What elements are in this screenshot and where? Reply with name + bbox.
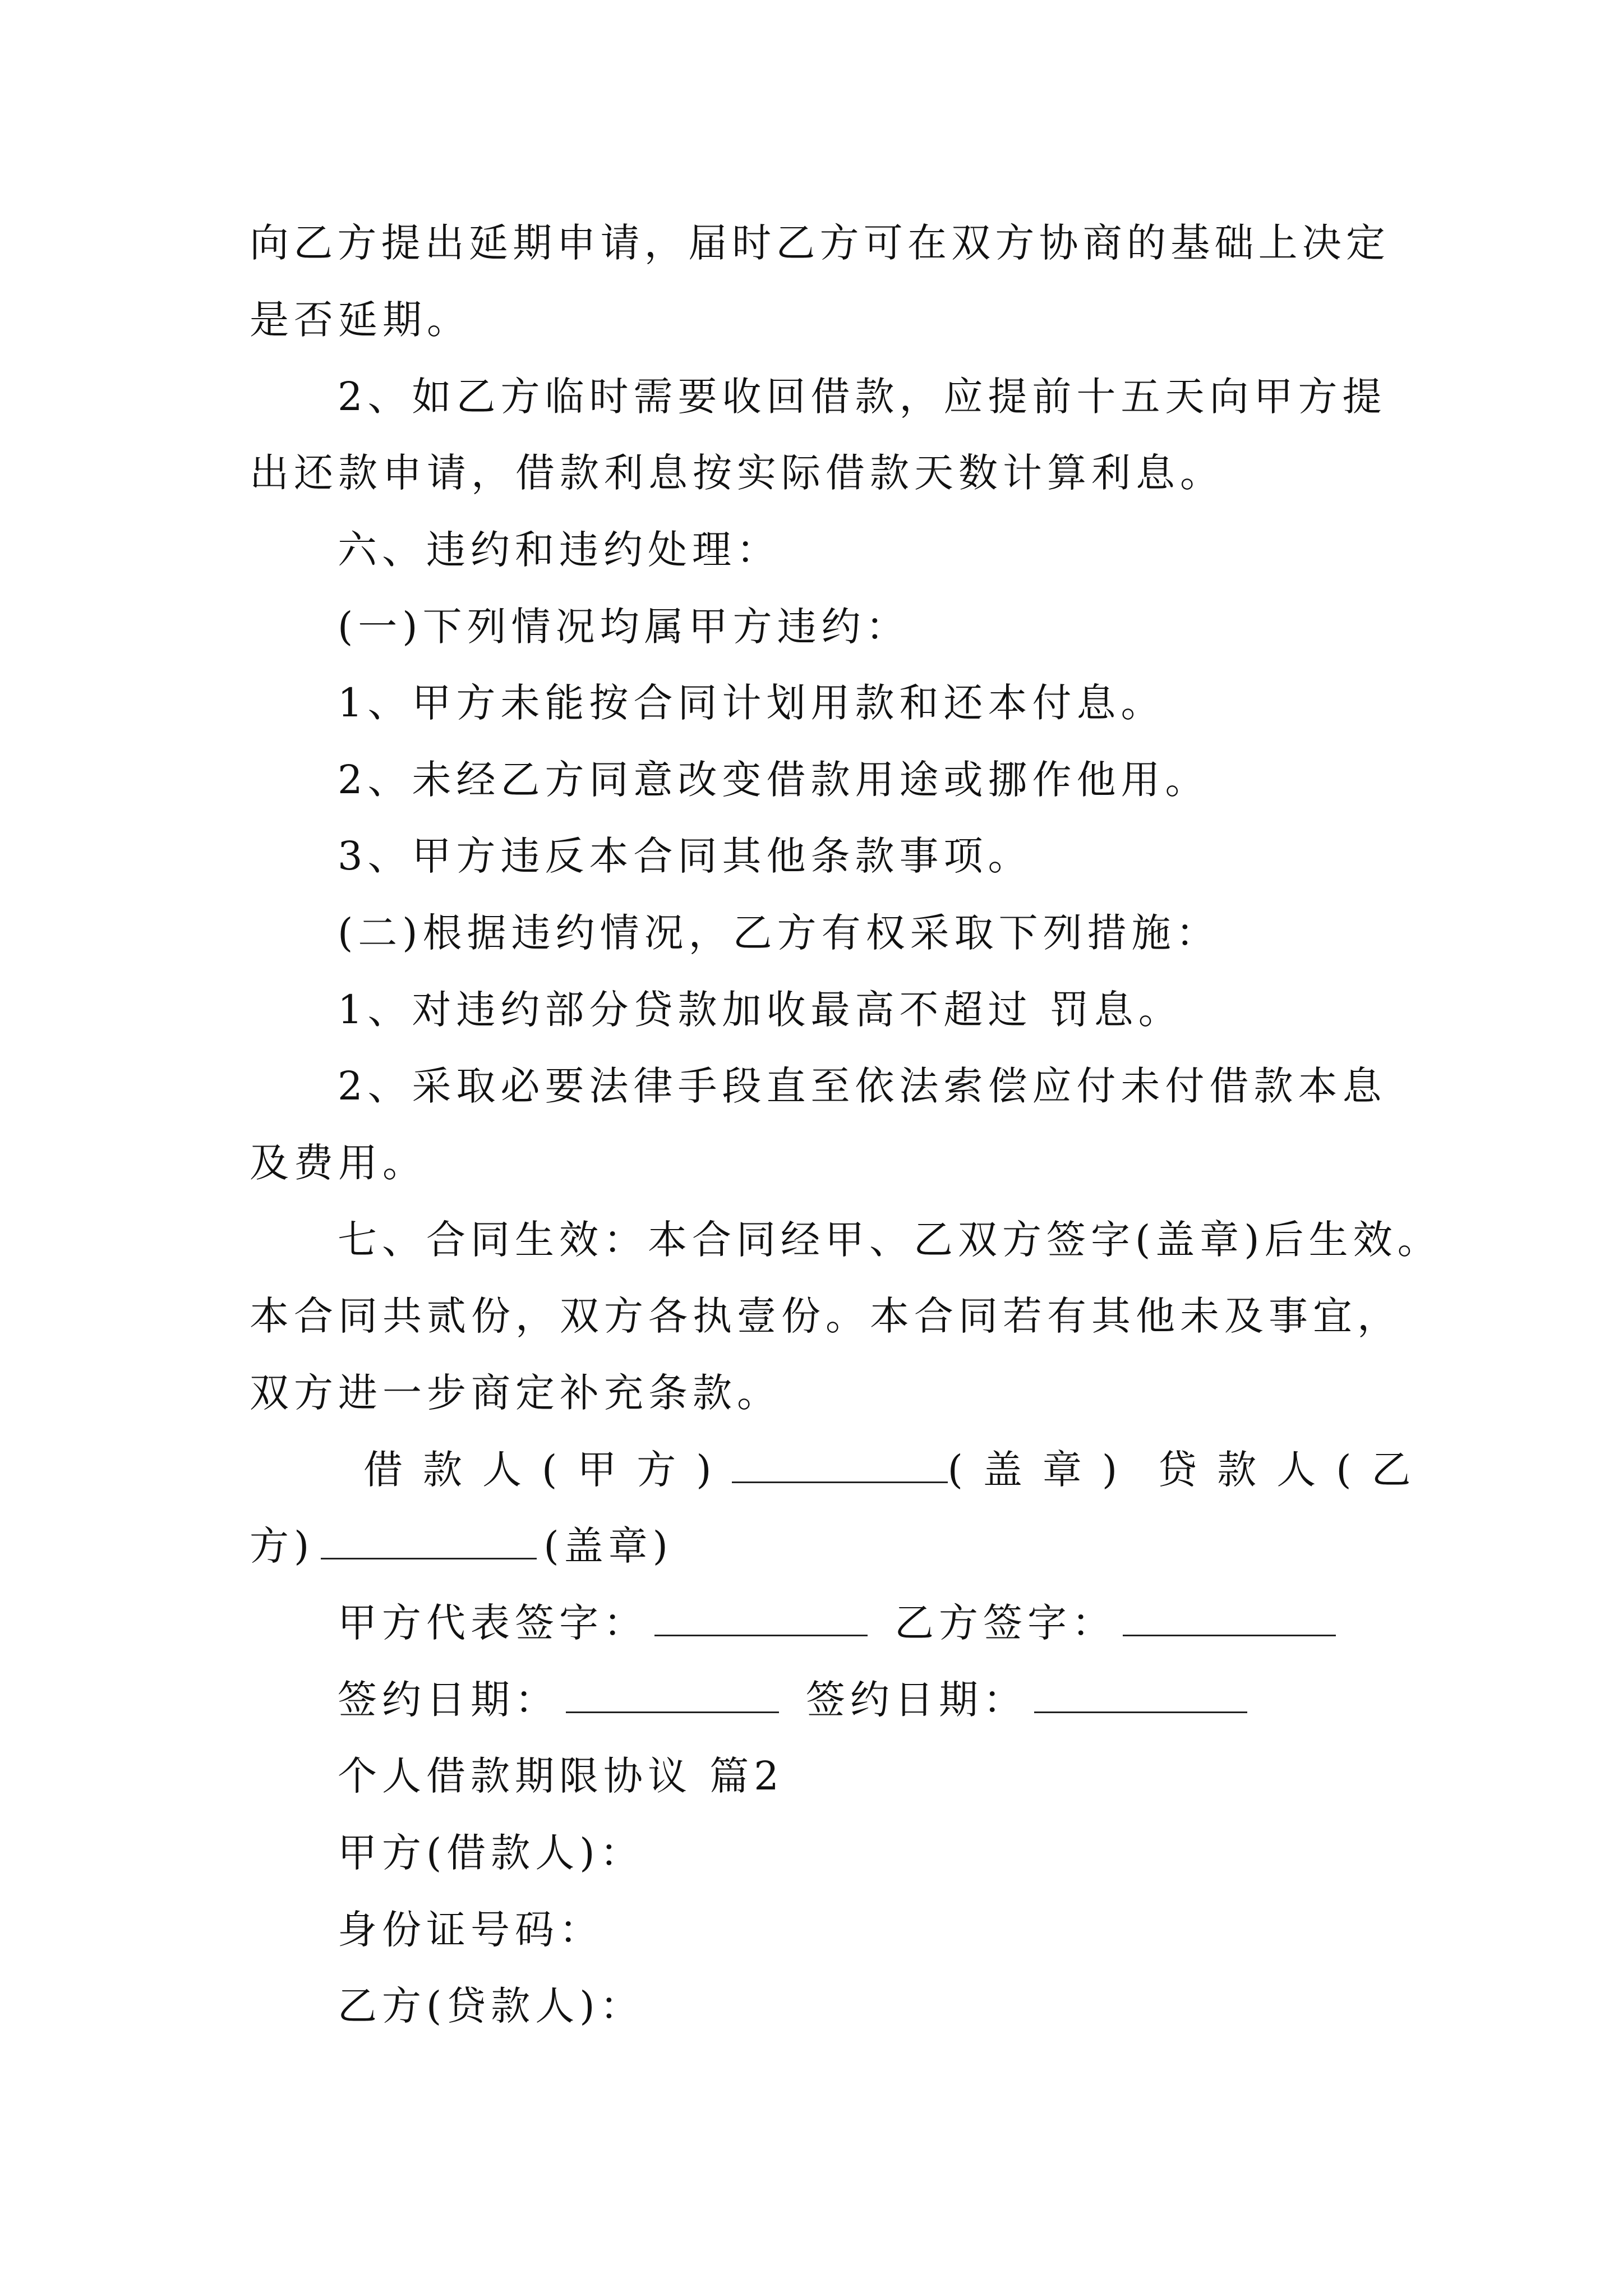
paragraph-line: 2、如乙方临时需要收回借款，应提前十五天向甲方提 [338, 374, 1387, 420]
party-a-rep-sign-label: 甲方代表签字： [338, 1600, 648, 1646]
section-heading: 七、合同生效：本合同经甲、乙双方签字(盖章)后生效。 [338, 1217, 1442, 1263]
lender-label: 贷款人(乙 [1158, 1447, 1431, 1493]
paragraph-line: 及费用。 [250, 1140, 427, 1186]
paragraph-line: 双方进一步商定补充条款。 [250, 1370, 781, 1416]
sign-date-label: 签约日期： [338, 1677, 559, 1723]
sign-date-blank [566, 1707, 779, 1713]
borrower-label: 借款人(甲方) [363, 1447, 732, 1493]
borrower-blank [732, 1477, 948, 1483]
party-b-field: 乙方(贷款人)： [338, 1983, 644, 2029]
subsection-heading: (二)根据违约情况，乙方有权采取下列措施： [338, 910, 1220, 956]
id-number-field: 身份证号码： [338, 1907, 603, 1953]
signature-line-2 [250, 1523, 673, 1569]
signature-line-1 [363, 1447, 1431, 1493]
seal-label: (盖章) [543, 1523, 673, 1569]
paragraph-line: 本合同共贰份，双方各执壹份。本合同若有其他未及事宜， [250, 1293, 1401, 1339]
lender-label-cont: 方) [250, 1523, 315, 1569]
sign-date-blank [1034, 1707, 1247, 1713]
sign-date-label: 签约日期： [806, 1677, 1027, 1723]
seal-label: (盖章) [947, 1447, 1138, 1493]
list-item: 1、甲方未能按合同计划用款和还本付息。 [338, 680, 1165, 726]
section2-title: 个人借款期限协议 篇2 [338, 1753, 784, 1799]
list-item: 3、甲方违反本合同其他条款事项。 [338, 833, 1032, 879]
party-b-sign-blank [1123, 1630, 1336, 1636]
subsection-heading: (一)下列情况均属甲方违约： [338, 604, 910, 650]
section-heading: 六、违约和违约处理： [338, 527, 781, 573]
lender-blank [321, 1553, 537, 1559]
party-a-field: 甲方(借款人)： [338, 1830, 644, 1876]
list-item: 2、未经乙方同意改变借款用途或挪作他用。 [338, 757, 1210, 803]
party-a-sign-blank [654, 1630, 868, 1636]
signature-date-row [338, 1677, 1254, 1723]
party-b-sign-label: 乙方签字： [895, 1600, 1116, 1646]
paragraph-line: 是否延期。 [250, 297, 471, 343]
list-item: 2、采取必要法律手段直至依法索偿应付未付借款本息 [338, 1063, 1387, 1109]
signature-sign-row [338, 1600, 1343, 1646]
paragraph-line: 出还款申请，借款利息按实际借款天数计算利息。 [250, 450, 1224, 496]
paragraph-line: 向乙方提出延期申请，届时乙方可在双方协商的基础上决定 [250, 220, 1385, 266]
list-item: 1、对违约部分贷款加收最高不超过 罚息。 [338, 987, 1183, 1033]
